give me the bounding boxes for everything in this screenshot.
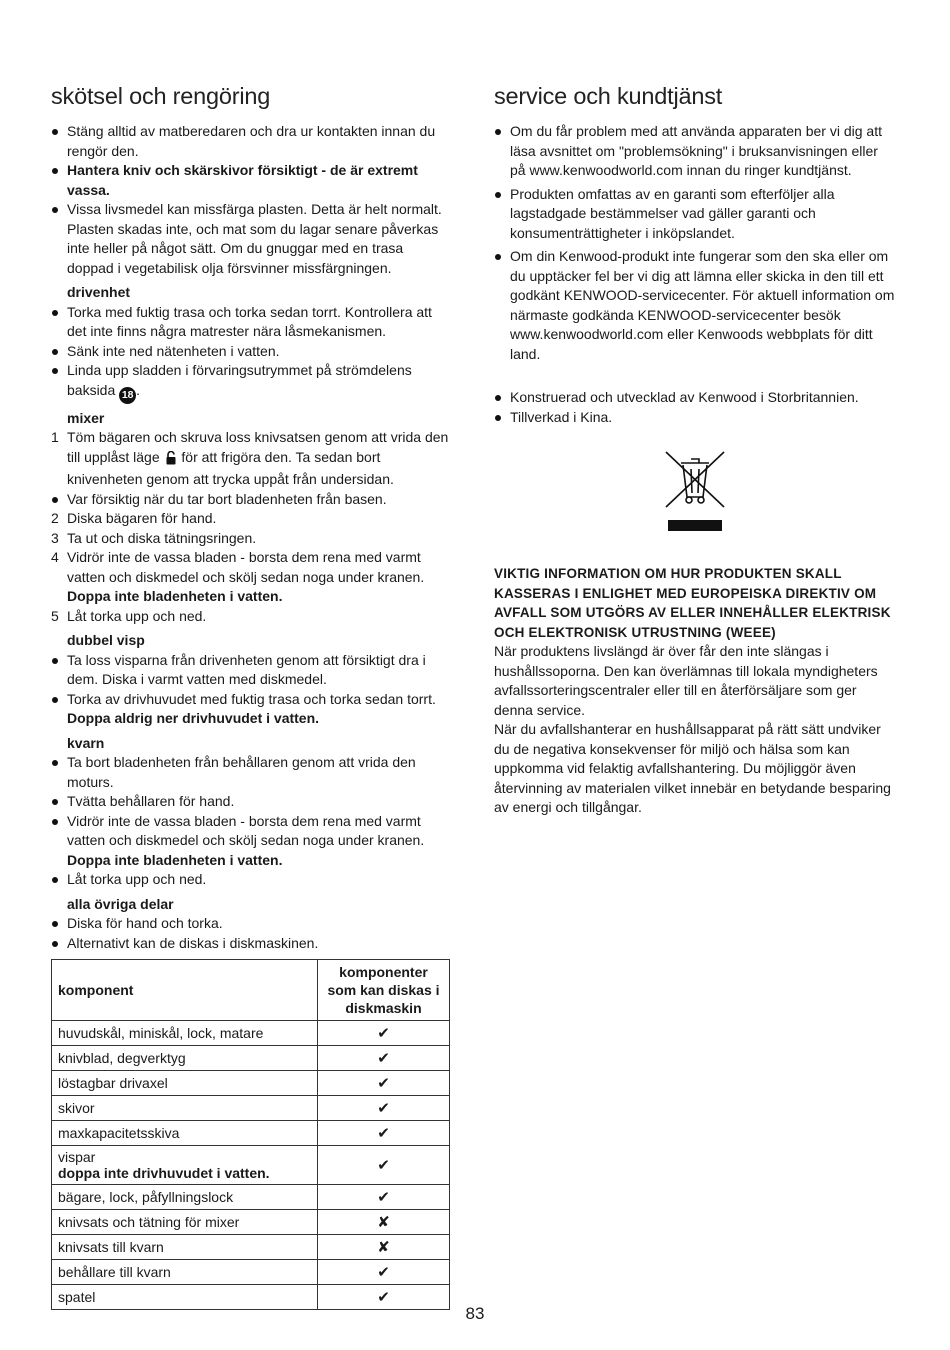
bullet-icon xyxy=(52,497,58,503)
table-header-row xyxy=(52,960,450,1021)
weee-heading: VIKTIG INFORMATION OM HUR PRODUKTEN SKALL KASSERAS I ENLIGHET MED EUROPEISKA DIREKTIV OM AVFALL SOM UTGÖRS AV ELLER INNEHÅLLER ELEKTRISK OCH ELEKTRONISK UTRUSTNING (WEEE) xyxy=(494,566,891,640)
weee-paragraph: När du avfallshanterar en hushållsapparat på rätt sätt undviker du de negativa konsekvenser för miljö och hälsa som kan uppkomma vid felaktig avfallshantering. Du möjliggör även återvinning av materialen vilket innebär en betydande besparing av energi och tillgångar. xyxy=(494,721,891,815)
list-item: Tillverkad i Kina. xyxy=(494,408,896,428)
numbered-step: 1 Töm bägaren och skruva loss knivsatsen genom att vrida den till upplåst läge för att frigöra den. Ta sedan bort knivenheten genom att trycka uppåt från undersidan. xyxy=(51,429,449,487)
component-cell xyxy=(52,1021,318,1046)
column-header-dishwasher: komponenter som kan diskas i diskmaskin xyxy=(318,960,450,1021)
bullet-icon xyxy=(495,129,501,135)
figure-reference-badge: 18 xyxy=(119,387,136,404)
bullet-icon xyxy=(52,310,58,316)
bullet-icon xyxy=(495,192,501,198)
bullet-icon xyxy=(52,658,58,664)
subheading-kvarn: kvarn xyxy=(67,734,105,751)
warning-text: Doppa aldrig ner drivhuvudet i vatten. xyxy=(67,710,320,726)
subheading-drivenhet: drivenhet xyxy=(67,284,131,300)
bullet-icon xyxy=(495,415,501,421)
table-row xyxy=(52,1071,450,1096)
component-cell xyxy=(52,1260,318,1285)
weee-symbol xyxy=(494,449,896,540)
table-row xyxy=(52,1185,450,1210)
list-item: Låt torka upp och ned. xyxy=(51,870,451,890)
table-row xyxy=(52,1046,450,1071)
numbered-step: 4 Vidrör inte de vassa bladen - borsta dem rena med varmt vatten och diskmedel och skölj sedan noga under kranen. xyxy=(51,549,425,585)
component-name: löstagbar drivaxel xyxy=(58,1075,168,1091)
check-icon: ✔ xyxy=(318,1285,450,1310)
table-row xyxy=(52,1235,450,1260)
subheading-mixer: mixer xyxy=(67,409,105,426)
list-item: Linda upp sladden i förvaringsutrymmet på strömdelens baksida 18 . xyxy=(51,361,451,404)
list-item: Torka med fuktig trasa och torka sedan torrt. Kontrollera att det inte finns några matrester nära låsmekanismen. xyxy=(51,303,451,342)
list-item: Produkten omfattas av en garanti som efterföljer alla lagstadgade bestämmelser vad gäller garanti och konsumenträttigheter i inköpslandet. xyxy=(494,185,896,244)
component-cell xyxy=(52,1210,318,1235)
right-column xyxy=(494,82,896,818)
list-item: Ta loss visparna från drivenheten genom att försiktigt dra i dem. Diska i varmt vatten med diskmedel. xyxy=(51,651,451,690)
weee-paragraph: När produktens livslängd är över får den inte slängas i hushållssoporna. Den kan överlämnas till lokala myndigheters avfallssorteringscentraler eller till en återförsäljare som ger denna service. xyxy=(494,643,878,718)
list-item-warning: Hantera kniv och skärskivor försiktigt - de är extremt vassa. xyxy=(51,161,451,200)
component-name: huvudskål, miniskål, lock, matare xyxy=(58,1025,264,1041)
column-header-component: komponent xyxy=(52,960,318,1021)
check-icon: ✔ xyxy=(318,1071,450,1096)
component-name: knivsats och tätning för mixer xyxy=(58,1214,240,1230)
numbered-step: 3 Ta ut och diska tätningsringen. xyxy=(51,529,257,546)
component-cell xyxy=(52,1071,318,1096)
table-row xyxy=(52,1021,450,1046)
bullet-icon xyxy=(52,368,58,374)
component-name: skivor xyxy=(58,1100,95,1116)
component-cell xyxy=(52,1121,318,1146)
list-item: Diska för hand och torka. xyxy=(51,914,451,934)
component-cell xyxy=(52,1185,318,1210)
check-icon: ✔ xyxy=(318,1046,450,1071)
bullet-icon xyxy=(52,129,58,135)
check-icon: ✔ xyxy=(318,1146,450,1185)
list-item: Tvätta behållaren för hand. xyxy=(51,792,451,812)
list-item: Ta bort bladenheten från behållaren genom att vrida den moturs. xyxy=(51,753,451,792)
numbered-step: 2 Diska bägaren för hand. xyxy=(51,510,217,526)
crossed-out-bin-icon xyxy=(663,449,727,535)
component-name: behållare till kvarn xyxy=(58,1264,171,1280)
table-row xyxy=(52,1260,450,1285)
component-name: spatel xyxy=(58,1289,96,1305)
component-cell xyxy=(52,1096,318,1121)
subheading-dubbel-visp: dubbel visp xyxy=(67,632,145,648)
table-row xyxy=(52,1121,450,1146)
bullet-icon xyxy=(52,697,58,703)
component-name: vispar xyxy=(58,1149,96,1165)
check-icon: ✔ xyxy=(318,1260,450,1285)
bullet-icon xyxy=(52,168,58,174)
bullet-icon xyxy=(52,760,58,766)
check-icon: ✔ xyxy=(318,1185,450,1210)
table-body xyxy=(52,1021,450,1310)
warning-text: Doppa inte bladenheten i vatten. xyxy=(67,851,283,868)
bullet-icon xyxy=(495,395,501,401)
list-item: Torka av drivhuvudet med fuktig trasa och torka sedan torrt. xyxy=(51,690,451,710)
bullet-icon xyxy=(52,799,58,805)
component-name: knivsats till kvarn xyxy=(58,1239,164,1255)
bullet-icon xyxy=(52,207,58,213)
section-title-care: skötsel och rengöring xyxy=(51,83,271,109)
component-name: knivblad, degverktyg xyxy=(58,1050,186,1066)
bullet-icon xyxy=(52,349,58,355)
list-item: Var försiktig när du tar bort bladenheten från basen. xyxy=(51,490,451,510)
component-note: doppa inte drivhuvudet i vatten. xyxy=(58,1165,270,1181)
dishwasher-table xyxy=(51,959,450,1310)
left-column xyxy=(51,82,451,1310)
table-row xyxy=(52,1146,450,1185)
section-title-service: service och kundtjänst xyxy=(494,83,723,109)
list-item: Stäng alltid av matberedaren och dra ur kontakten innan du rengör den. xyxy=(51,122,451,161)
bullet-icon xyxy=(52,819,58,825)
list-item: Om du får problem med att använda apparaten ber vi dig att läsa avsnittet om "problemsökning" i bruksanvisningen eller på www.kenwoodworld.com innan du ringer kundtjänst. xyxy=(494,122,896,181)
list-item: Vidrör inte de vassa bladen - borsta dem rena med varmt vatten och diskmedel och skölj sedan noga under kranen. xyxy=(51,812,451,851)
check-icon: ✔ xyxy=(318,1021,450,1046)
page-number: 83 xyxy=(465,1304,485,1323)
cross-icon: ✘ xyxy=(318,1235,450,1260)
bullet-icon xyxy=(495,254,501,260)
list-item: Om din Kenwood-produkt inte fungerar som den ska eller om du upptäcker fel ber vi dig att lämna eller skicka in den till ett godkänt KENWOOD-servicecenter. För aktuell information om närmaste godkända KENWOOD-servicecenter besök www.kenwoodworld.com eller Kenwoods webbplats för ditt land. xyxy=(494,247,896,364)
bullet-icon xyxy=(52,921,58,927)
list-item: Konstruerad och utvecklad av Kenwood i Storbritannien. xyxy=(494,388,896,408)
component-cell xyxy=(52,1046,318,1071)
list-item: Alternativt kan de diskas i diskmaskinen. xyxy=(51,934,451,954)
component-name: maxkapacitetsskiva xyxy=(58,1125,180,1141)
numbered-step: 5 Låt torka upp och ned. xyxy=(51,607,207,624)
list-item: Vissa livsmedel kan missfärga plasten. Detta är helt normalt. Plasten skadas inte, och mat som du lagar senare påverkas inte heller på något sätt. Om du gnuggar med en trasa doppad i vegetabilisk olja försvinner missfärgningen. xyxy=(51,200,451,278)
list-item: Sänk inte ned nätenheten i vatten. xyxy=(51,342,451,362)
component-cell xyxy=(52,1235,318,1260)
subheading-ovriga-delar: alla övriga delar xyxy=(67,895,174,912)
check-icon: ✔ xyxy=(318,1121,450,1146)
warning-text: Doppa inte bladenheten i vatten. xyxy=(67,588,283,604)
component-name: bägare, lock, påfyllningslock xyxy=(58,1189,234,1205)
cross-icon: ✘ xyxy=(318,1210,450,1235)
bullet-icon xyxy=(52,941,58,947)
table-row xyxy=(52,1096,450,1121)
check-icon: ✔ xyxy=(318,1096,450,1121)
table-row xyxy=(52,1210,450,1235)
bullet-icon xyxy=(52,877,58,883)
component-cell xyxy=(52,1146,318,1185)
unlock-icon xyxy=(166,451,176,471)
